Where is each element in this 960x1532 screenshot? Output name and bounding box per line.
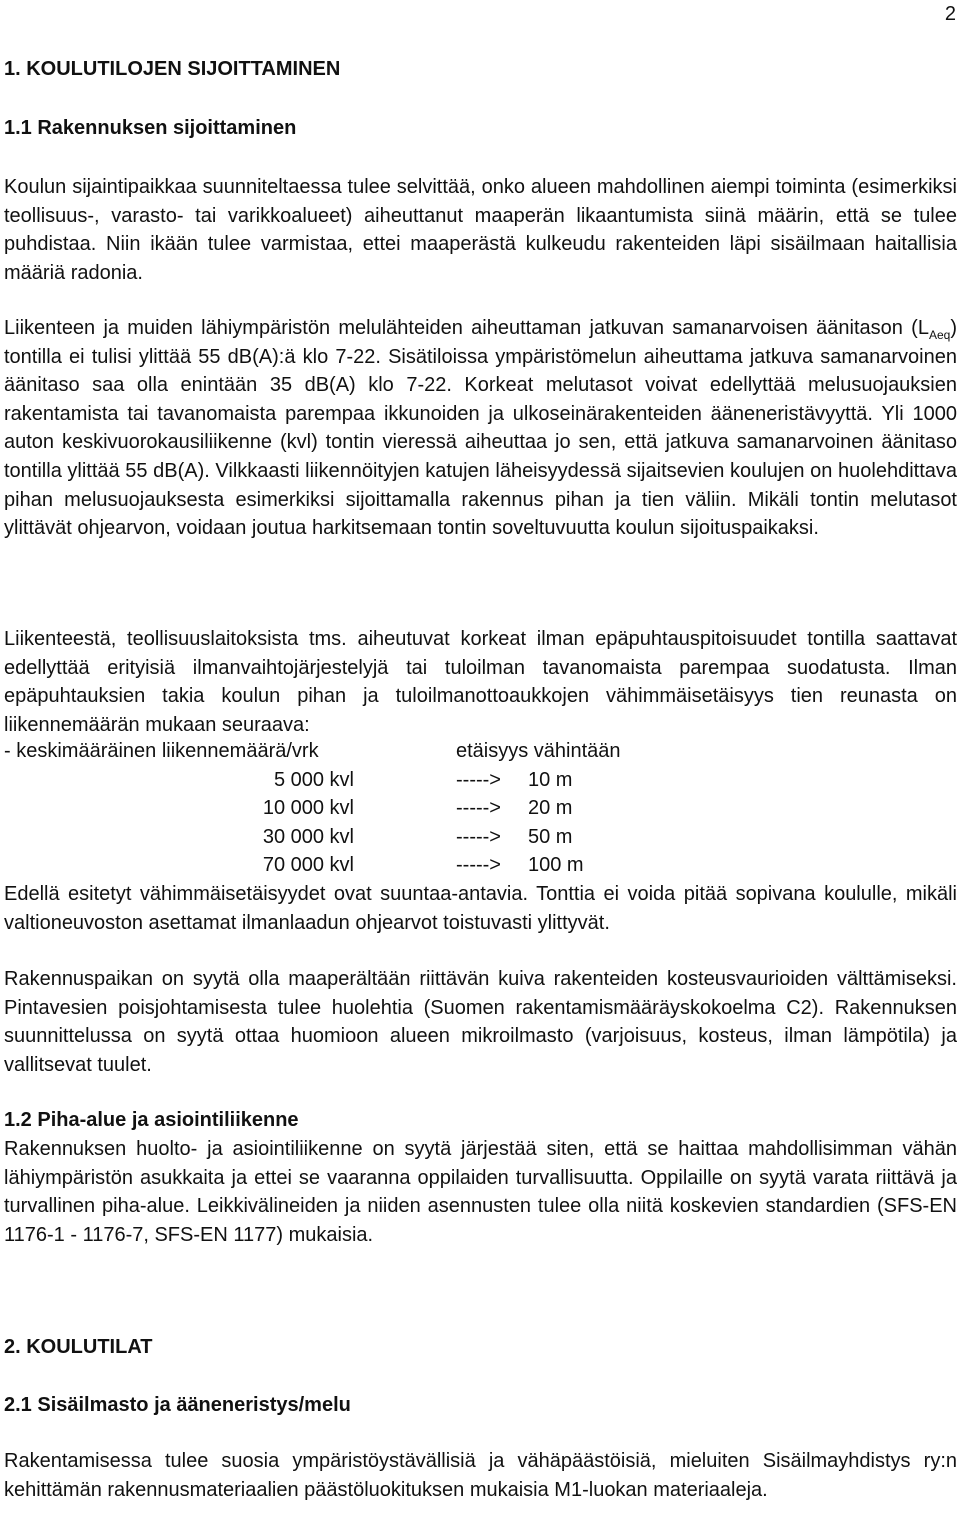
table-cell-kvl: 5 000 kvl bbox=[273, 768, 354, 791]
paragraph-guidelines: Edellä esitetyt vähimmäisetäisyydet ovat suuntaa-antavia. Tonttia ei voida pitää sopivana koululle, mikäli valtioneuvoston asettamat ilmanlaadun ohjearvot toistuvasti ylittyvät. bbox=[4, 883, 957, 934]
distance-table bbox=[4, 737, 957, 880]
table-cell-arrow: -----> bbox=[456, 797, 501, 820]
table-row bbox=[4, 823, 957, 852]
table-cell-distance: 50 m bbox=[528, 825, 573, 848]
table-cell-distance: 20 m bbox=[528, 797, 573, 820]
table-cell-kvl: 70 000 kvl bbox=[262, 854, 354, 877]
laeq-subscript: Aeq bbox=[928, 328, 951, 342]
paragraph-contamination: Koulun sijaintipaikkaa suunniteltaessa tulee selvittää, onko alueen mahdollinen aiempi toiminta (esimerkiksi teollisuus-, varasto- tai varikkoalueet) aiheuttanut maaperän likaantumista siinä määrin, että se tulee puhdistaa. Niin ikään tulee varmistaa, ettei maaperästä kulkeudu rakenteiden läpi sisäilmaan haitallisia määriä radonia. bbox=[4, 176, 957, 284]
paragraph-moisture: Rakennuspaikan on syytä olla maaperältään riittävän kuiva rakenteiden kosteusvaurioiden välttämiseksi. Pintavesien poisjohtamisesta tulee huolehtia (Suomen rakentamismääräyskokoelma C2). Rakennuksen suunnittelussa on syytä ottaa huomioon alueen mikroilmasto (varjoisuus, kosteus, ilman lämpötila) ja vallitsevat tuulet. bbox=[4, 968, 957, 1076]
noise-text-b: ) tontilla ei tulisi ylittää 55 dB(A):ä klo 7-22. Sisätiloissa ympäristömelun aiheuttama jatkuva samanarvoinen äänitaso saa olla enintään 35 dB(A) klo 7-22. Korkeat melutasot voivat edellyttää melusuojauksien rakentamista tai tavanomaista parempaa ikkunoiden ja ulkoseinärakenteiden ääneneristävyyttä. Yli 1000 auton keskivuorokausiliikenne (kvl) tontin vieressä aiheuttaa jo sen, että jatkuva samanarvoinen äänitaso tontilla ylittää 55 dB(A). Vilkkaasti liikennöityjen katujen läheisyydessä sijaitsevien koulujen on huolehdittava pihan melusuojauksesta esimerkiksi sijoittamalla rakennus pihan ja tien väliin. Mikäli tontin melutasot ylittävät ohjearvon, voidaan joutua harkitsemaan tontin soveltuvuutta koulun sijoituspaikaksi. bbox=[4, 317, 957, 540]
subsection-heading-1-2: 1.2 Piha-alue ja asiointiliikenne bbox=[4, 1109, 299, 1131]
table-cell-distance: 100 m bbox=[528, 854, 584, 877]
paragraph-materials: Rakentamisessa tulee suosia ympäristöystävällisiä ja vähäpäästöisiä, mieluiten Sisäilmayhdistys ry:n kehittämän rakennusmateriaalien päästöluokituksen mukaisia M1-luokan materiaaleja. bbox=[4, 1450, 957, 1501]
table-cell-kvl: 30 000 kvl bbox=[262, 825, 354, 848]
section-heading-2: 2. KOULUTILAT bbox=[4, 1336, 153, 1358]
subsection-heading-2-1: 2.1 Sisäilmasto ja ääneneristys/melu bbox=[4, 1394, 351, 1416]
paragraph-noise bbox=[4, 314, 957, 543]
table-header-row bbox=[4, 737, 957, 766]
table-cell-kvl: 10 000 kvl bbox=[262, 797, 354, 820]
page-number: 2 bbox=[944, 3, 956, 25]
table-cell-distance: 10 m bbox=[528, 768, 573, 791]
table-cell-arrow: -----> bbox=[456, 825, 501, 848]
paragraph-air-quality: Liikenteestä, teollisuuslaitoksista tms. aiheutuvat korkeat ilman epäpuhtauspitoisuudet tontilla saattavat edellyttää erityisiä ilmanvaihtojärjestelyjä tai tuloilman tavanomaista parempaa suodatusta. Ilman epäpuhtauksien takia koulun pihan ja tuloilmanottoaukkojen vähimmäisetäisyys tien reunasta on liikennemäärän mukaan seuraava: bbox=[4, 628, 957, 736]
table-row bbox=[4, 794, 957, 823]
table-row bbox=[4, 851, 957, 880]
table-header-distance: etäisyys vähintään bbox=[456, 740, 621, 762]
table-row bbox=[4, 766, 957, 795]
paragraph-yard-traffic: Rakennuksen huolto- ja asiointiliikenne on syytä järjestää siten, että se haittaa mahdollisimman vähän lähiympäristön asukkaita ja ettei se vaaranna oppilaiden turvallisuutta. Oppilaille on syytä varata riittävä ja turvallinen piha-alue. Leikkivälineiden ja niiden asennusten tulee olla niitä koskevien standardien (SFS-EN 1176-1 - 1176-7, SFS-EN 1177) mukaisia. bbox=[4, 1138, 957, 1246]
table-header-traffic: - keskimääräinen liikennemäärä/vrk bbox=[4, 740, 319, 762]
table-cell-arrow: -----> bbox=[456, 854, 501, 877]
subsection-heading-1-1: 1.1 Rakennuksen sijoittaminen bbox=[4, 117, 297, 139]
section-heading-1: 1. KOULUTILOJEN SIJOITTAMINEN bbox=[4, 58, 341, 80]
noise-text-a: Liikenteen ja muiden lähiympäristön melulähteiden aiheuttaman jatkuvan samanarvoisen äänitason (L bbox=[4, 317, 929, 339]
table-cell-arrow: -----> bbox=[456, 768, 501, 791]
